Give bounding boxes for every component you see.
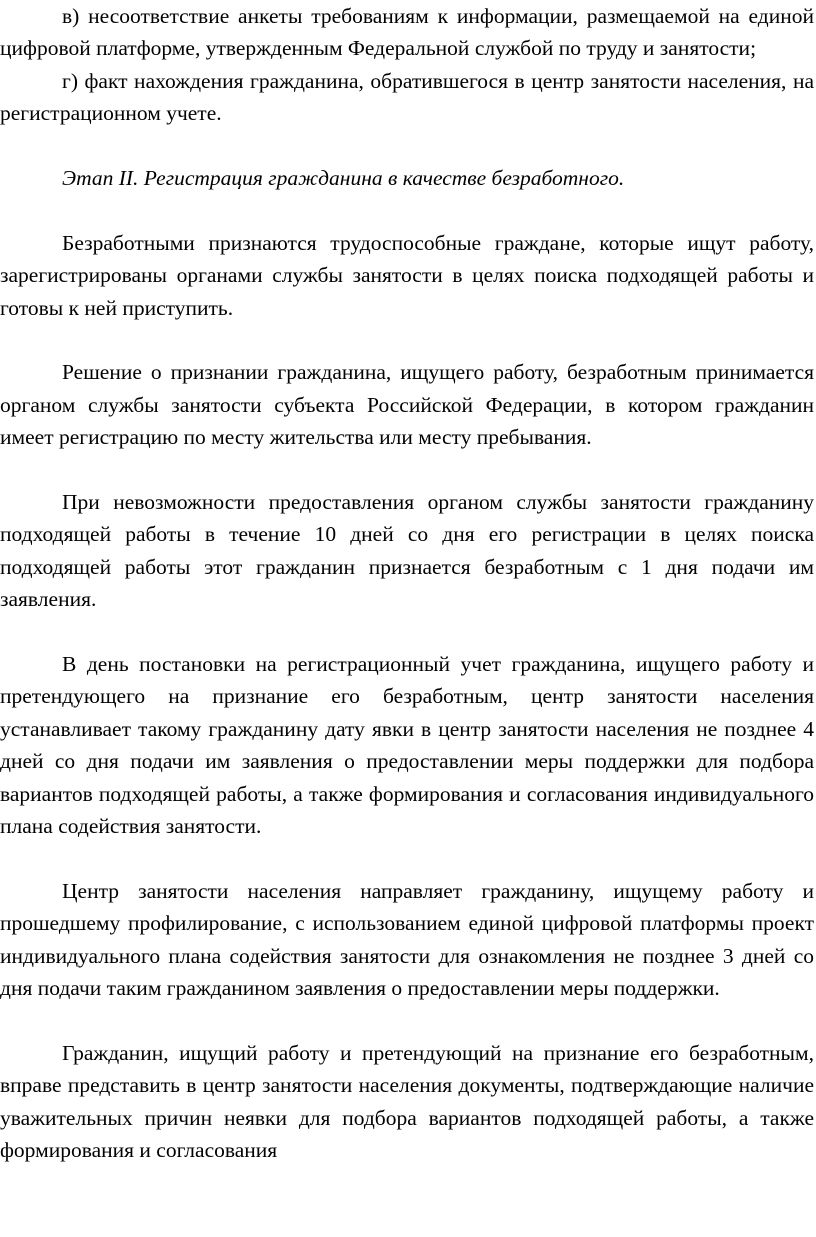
spacer	[0, 194, 814, 226]
paragraph: При невозможности предоставления органом службы занятости гражданину подходящей работы в течение 10 дней со дня его регистрации в целях поиска подходящей работы этот гражданин признается безработным с 1 дня подачи им заявления.	[0, 490, 814, 612]
spacer	[0, 1005, 814, 1037]
spacer	[0, 842, 814, 874]
list-item-g: г) факт нахождения гражданина, обратившегося в центр занятости населения, на регистрационном учете.	[0, 68, 814, 126]
spacer	[0, 324, 814, 356]
spacer	[0, 616, 814, 648]
spacer	[0, 130, 814, 162]
paragraph: Безработными признаются трудоспособные граждане, которые ищут работу, зарегистрированы органами службы занятости в целях поиска подходящей работы и готовы к ней приступить.	[0, 230, 814, 320]
spacer	[0, 454, 814, 486]
paragraph: Решение о признании гражданина, ищущего работу, безработным принимается органом службы занятости субъекта Российской Федерации, в котором гражданин имеет регистрацию по месту жительства или месту пребывания.	[0, 360, 814, 450]
list-item-v: в) несоответствие анкеты требованиям к информации, размещаемой на единой цифровой платформе, утвержденным Федеральной службой по труду и занятости;	[0, 4, 814, 61]
paragraph: В день постановки на регистрационный учет гражданина, ищущего работу и претендующего на признание его безработным, центр занятости населения устанавливает такому гражданину дату явки в центр занятости населения не позднее 4 дней со дня подачи им заявления о предоставлении меры поддержки для подбора вариантов подходящей работы, а также формирования и согласования индивидуального плана содействия занятости.	[0, 652, 814, 839]
paragraph: Центр занятости населения направляет гражданину, ищущему работу и прошедшему профилирование, с использованием единой цифровой платформы проект индивидуального плана содействия занятости для ознакомления не позднее 3 дней со дня подачи таким гражданином заявления о предоставлении меры поддержки.	[0, 878, 814, 1001]
paragraph: Гражданин, ищущий работу и претендующий на признание его безработным, вправе представить в центр занятости населения документы, подтверждающие наличие уважительных причин неявки для подбора вариантов подходящей работы, а также формирования и согласования	[0, 1040, 814, 1163]
stage-heading: Этап II. Регистрация гражданина в качестве безработного.	[62, 166, 625, 191]
